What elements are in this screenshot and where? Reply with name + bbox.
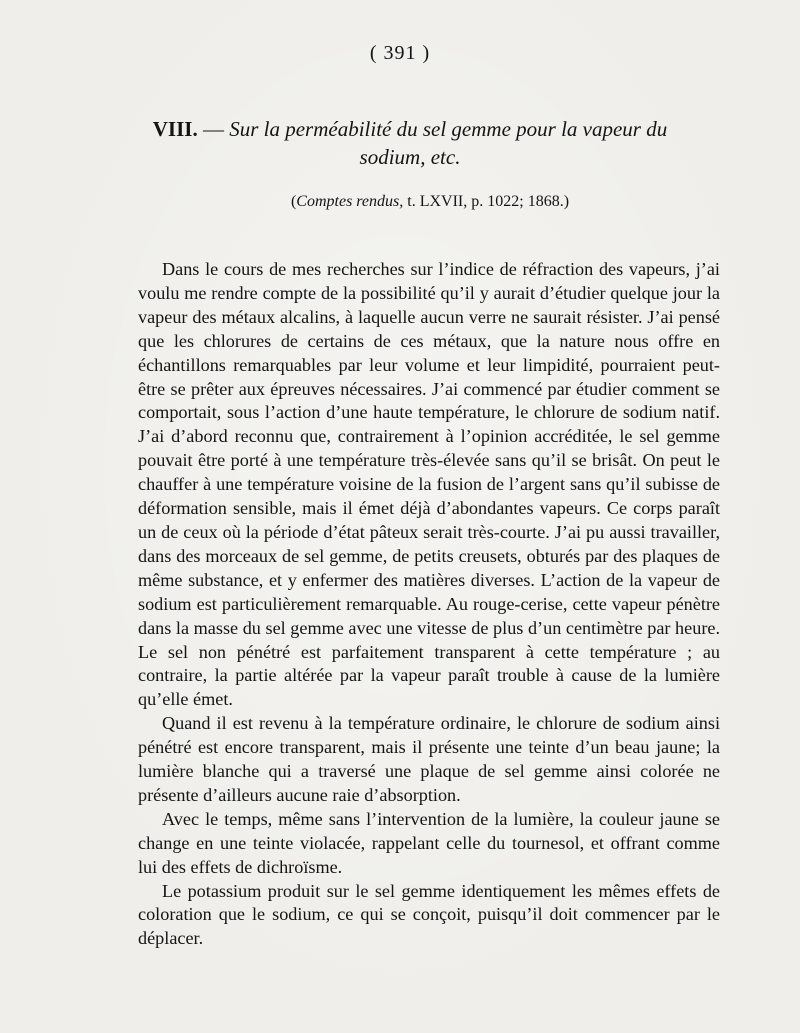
paragraph: Avec le temps, même sans l’intervention de la lumière, la couleur jaune se change en une teinte violacée, rappelant celle du tournesol, et offrant comme lui des effets de dichroïsme. — [138, 808, 720, 877]
citation-journal: Comptes rendus, — [296, 193, 404, 210]
page-number: ( 391 ) — [369, 42, 431, 64]
paragraph: Quand il est revenu à la température ordinaire, le chlorure de sodium ainsi pénétré est encore transparent, mais il présente une teinte d’un beau jaune; la lumière blanche qui a traversé une plaque de sel gemme ainsi colorée ne présente d’ailleurs aucune raie d’absorption. — [138, 713, 720, 805]
citation — [0, 193, 800, 211]
paragraph: Dans le cours de mes recherches sur l’indice de réfraction des vapeurs, j’ai voulu me rendre compte de la possibilité qu’il y aurait d’étudier quelque jour la vapeur des métaux alcalins, à laquelle aucun verre ne saurait résister. J’ai pensé que les chlorures de certains de ces métaux, que la nature nous offre en échantillons remarquables par leur volume et leur limpidité, pourraient peut-être se prêter aux épreuves nécessaires. J’ai commencé par étudier comment se comportait, sous l’action d’une haute température, le chlorure de sodium natif. J’ai d’abord reconnu que, contrairement à l’opinion accréditée, le sel gemme pouvait être porté à une température très-élevée sans qu’il se brisât. On peut le chauffer à une température voisine de la fusion de l’argent sans qu’il subisse de déformation sensible, mais il émet déjà d’abondantes vapeurs. Ce corps paraît un de ceux où la période d’état pâteux serait très-courte. J’ai pu aussi travailler, dans des morceaux de sel gemme, de petits creusets, obturés par des plaques de même substance, et y enfermer des matières diverses. L’action de la vapeur de sodium est particulièrement remarquable. Au rouge-cerise, cette vapeur pénètre dans la masse du sel gemme avec une vitesse de plus d’un centimètre par heure. Le sel non pénétré est parfaitement transparent à cette température ; au contraire, la partie altérée par la vapeur paraît trouble à cause de la lumière qu’elle émet. — [138, 259, 720, 710]
section-title — [150, 115, 670, 171]
title-dash: — — [202, 117, 224, 141]
section-numeral: VIII. — [152, 117, 198, 141]
body-text — [138, 258, 720, 951]
paragraph: Le potassium produit sur le sel gemme identiquement les mêmes effets de coloration que le sodium, ce qui se conçoit, puisqu’il doit commencer par le déplacer. — [138, 880, 720, 949]
citation-details: t. LXVII, p. 1022; 1868.) — [407, 193, 570, 210]
section-title-text: Sur la perméabilité du sel gemme pour la vapeur du sodium, etc. — [229, 117, 668, 169]
citation-open: ( — [290, 193, 297, 210]
